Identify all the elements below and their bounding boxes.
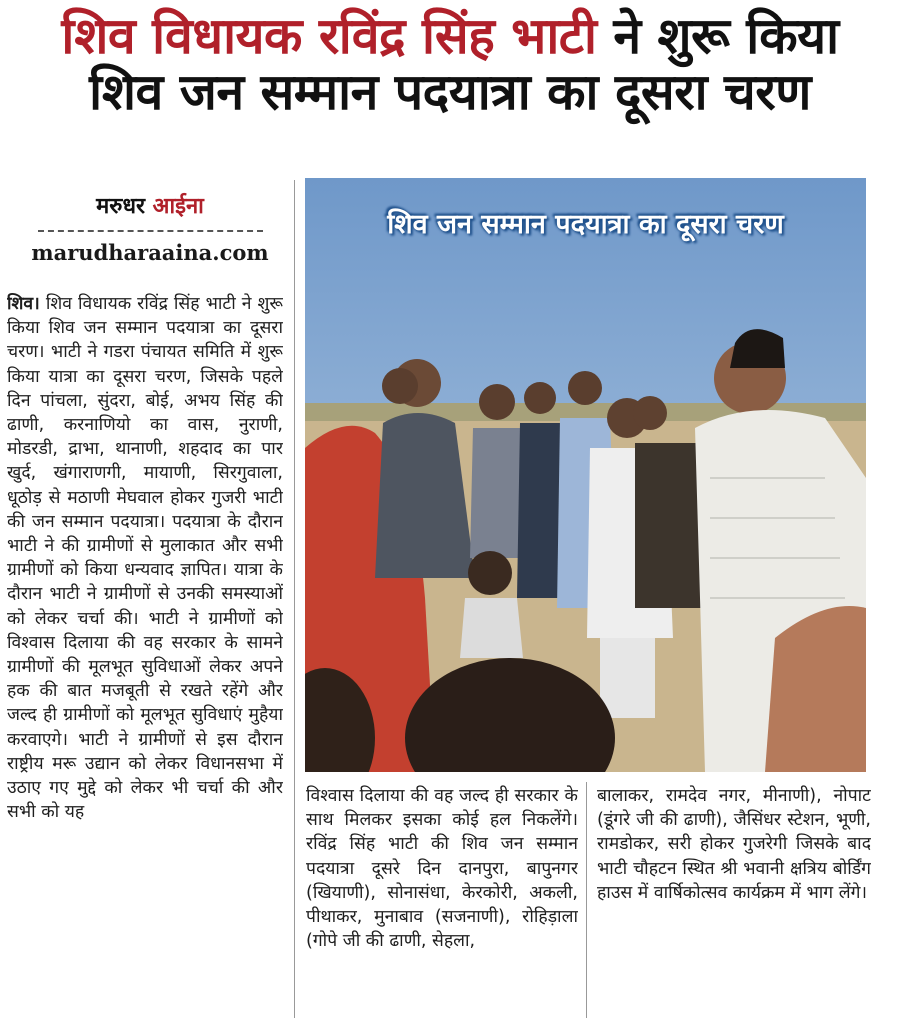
article-column-3: बालाकर, रामदेव नगर, मीनाणी), नोपाट (डूंगरे जी की ढाणी), जैसिंधर स्टेशन, भूणी, रामडोकर, सरी होकर गुजरेगी जिसके बाद भाटी चौहटन स्थित श्री भवानी क्षत्रिय बोर्डिंग हाउस में वार्षिकोत्सव कार्यक्रम में भाग लेंगे। <box>597 786 871 903</box>
brand-divider <box>38 230 263 232</box>
headline-black-part: ने शुरू किया <box>613 7 839 65</box>
brand-name-part-2: आईना <box>152 194 204 219</box>
photo-person-head <box>524 382 556 414</box>
photo-illustration <box>305 178 866 772</box>
column-divider <box>586 782 587 1018</box>
headline-line-1 <box>0 8 900 64</box>
brand-name-part-1: मरुधर <box>96 194 145 219</box>
article-column-1 <box>7 292 283 1018</box>
photo-person-legs <box>600 638 655 718</box>
column-divider <box>294 180 295 1018</box>
headline-red-part: शिव विधायक रविंद्र सिंह भाटी <box>61 7 597 65</box>
photo-person-head <box>633 396 667 430</box>
photo-child-head <box>468 551 512 595</box>
article-dateline: शिव। <box>7 294 40 314</box>
news-photo <box>305 178 866 772</box>
brand-name <box>0 190 300 220</box>
article-column-2: विश्वास दिलाया की वह जल्द ही सरकार के साथ मिलकर इसका कोई हल निकलेंगे। रविंद्र सिंह भाटी की शिव जन सम्मान पदयात्रा दूसरे दिन दानपुरा, बापुनगर (खियाणी), सोनासंधा, केरकोरी, अकली, पीथाकर, मुनाबाव (सजनाणी), रोहिड़ाला (गोपे जी की ढाणी, सेहला, <box>306 786 578 952</box>
photo-person-body <box>635 443 705 608</box>
article-column-1-text: शिव विधायक रविंद्र सिंह भाटी ने शुरू किया शिव जन सम्मान पदयात्रा का दूसरा चरण। भाटी ने गडरा पंचायत समिति में शुरू किया यात्रा का दूसरा चरण, जिसके पहले दिन पांचला, सुंदरा, बोई, अभय सिंह की ढाणी, करनाणियो का वास, नुराणी, मोडरडी, द्राभा, थानाणी, शहदाद का पार खुर्द, खंगाराणगी, मायाणी, सिरगुवाला, धूठोड़ से मठाणी मेघवाल होकर गुजरी भाटी की जन सम्मान पदयात्रा। पदयात्रा के दौरान भाटी ने की ग्रामीणों से मुलाकात और सभी ग्रामीणों को किया धन्यवाद ज्ञापित। यात्रा के दौरान भाटी ने ग्रामीणों से उनकी समस्याओं को लेकर चर्चा की। भाटी ने ग्रामीणों को विश्वास दिलाया की वह सरकार के सामने ग्रामीणों की मूलभूत सुविधाओं लेकर अपने हक की बात मजबूती से रखते रहेंगे और जल्द ही ग्रामीणों को मूलभूत सुविधाएं मुहैया करवाएगे। भाटी ने ग्रामीणों से इस दौरान राष्ट्रीय मरू उद्यान को लेकर विधानसभा में उठाए गए मुद्दे को लेकर भी चर्चा की और सभी को यह <box>7 294 283 823</box>
photo-child-body <box>460 598 523 658</box>
photo-person-head <box>568 371 602 405</box>
headline <box>0 8 900 120</box>
brand-block <box>0 190 300 265</box>
headline-line-2: शिव जन सम्मान पदयात्रा का दूसरा चरण <box>89 63 811 121</box>
photo-person-head <box>479 384 515 420</box>
photo-person-head <box>382 368 418 404</box>
photo-caption: शिव जन सम्मान पदयात्रा का दूसरा चरण <box>387 209 784 240</box>
brand-website: marudharaaina.com <box>31 240 269 265</box>
